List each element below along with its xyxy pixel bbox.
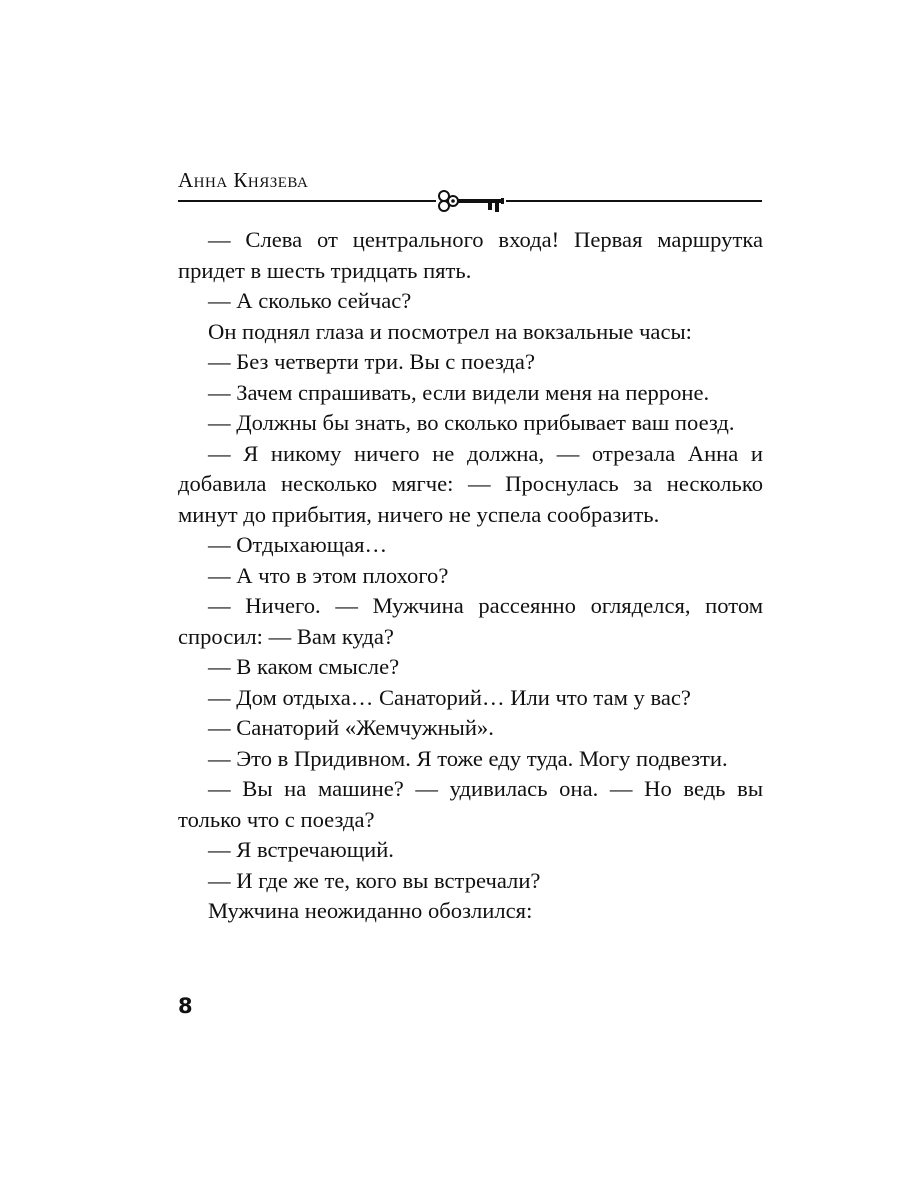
paragraph: — Это в Придивном. Я тоже еду туда. Могу подвезти. [208,745,728,771]
paragraph: — Зачем спрашивать, если видели меня на перроне. [208,379,710,405]
paragraph: — Я встречающий. [208,837,394,862]
paragraph: — Слева от центрального входа! Первая маршрутка придет в шесть тридцать пять. [178,227,763,283]
body-text [178,225,763,927]
header-rule-right [330,200,762,202]
header-rule-left [178,200,330,202]
paragraph: — Без четверти три. Вы с поезда? [208,349,535,374]
paragraph: — Должны бы знать, во сколько прибывает ваш поезд. [208,410,735,435]
paragraph: Он поднял глаза и посмотрел на вокзальные часы: [208,318,692,344]
paragraph: — А сколько сейчас? [208,288,412,313]
paragraph: — Я никому ничего не должна, — отрезала Анна и добавила несколько мягче: — Проснулась за несколько минут до прибытия, ничего не успела сообразить. [178,440,763,527]
key-ornament-icon [436,188,506,214]
paragraph: — Вы на машине? — удивилась она. — Но ведь вы только что с поезда? [178,776,763,832]
paragraph: — И где же те, кого вы встречали? [208,867,541,893]
running-head-author: Анна Князева [178,168,309,192]
paragraph: — Ничего. — Мужчина рассеянно огляделся, потом спросил: — Вам куда? [178,593,763,649]
paragraph: — А что в этом плохого? [208,562,449,588]
page-number: 8 [178,994,193,1018]
paragraph: Мужчина неожиданно обозлился: [208,898,533,923]
paragraph: — Отдыхающая… [208,532,388,557]
paragraph: — В каком смысле? [208,654,400,679]
paragraph: — Санаторий «Жемчужный». [208,715,494,740]
paragraph: — Дом отдыха… Санаторий… Или что там у вас? [208,684,691,710]
